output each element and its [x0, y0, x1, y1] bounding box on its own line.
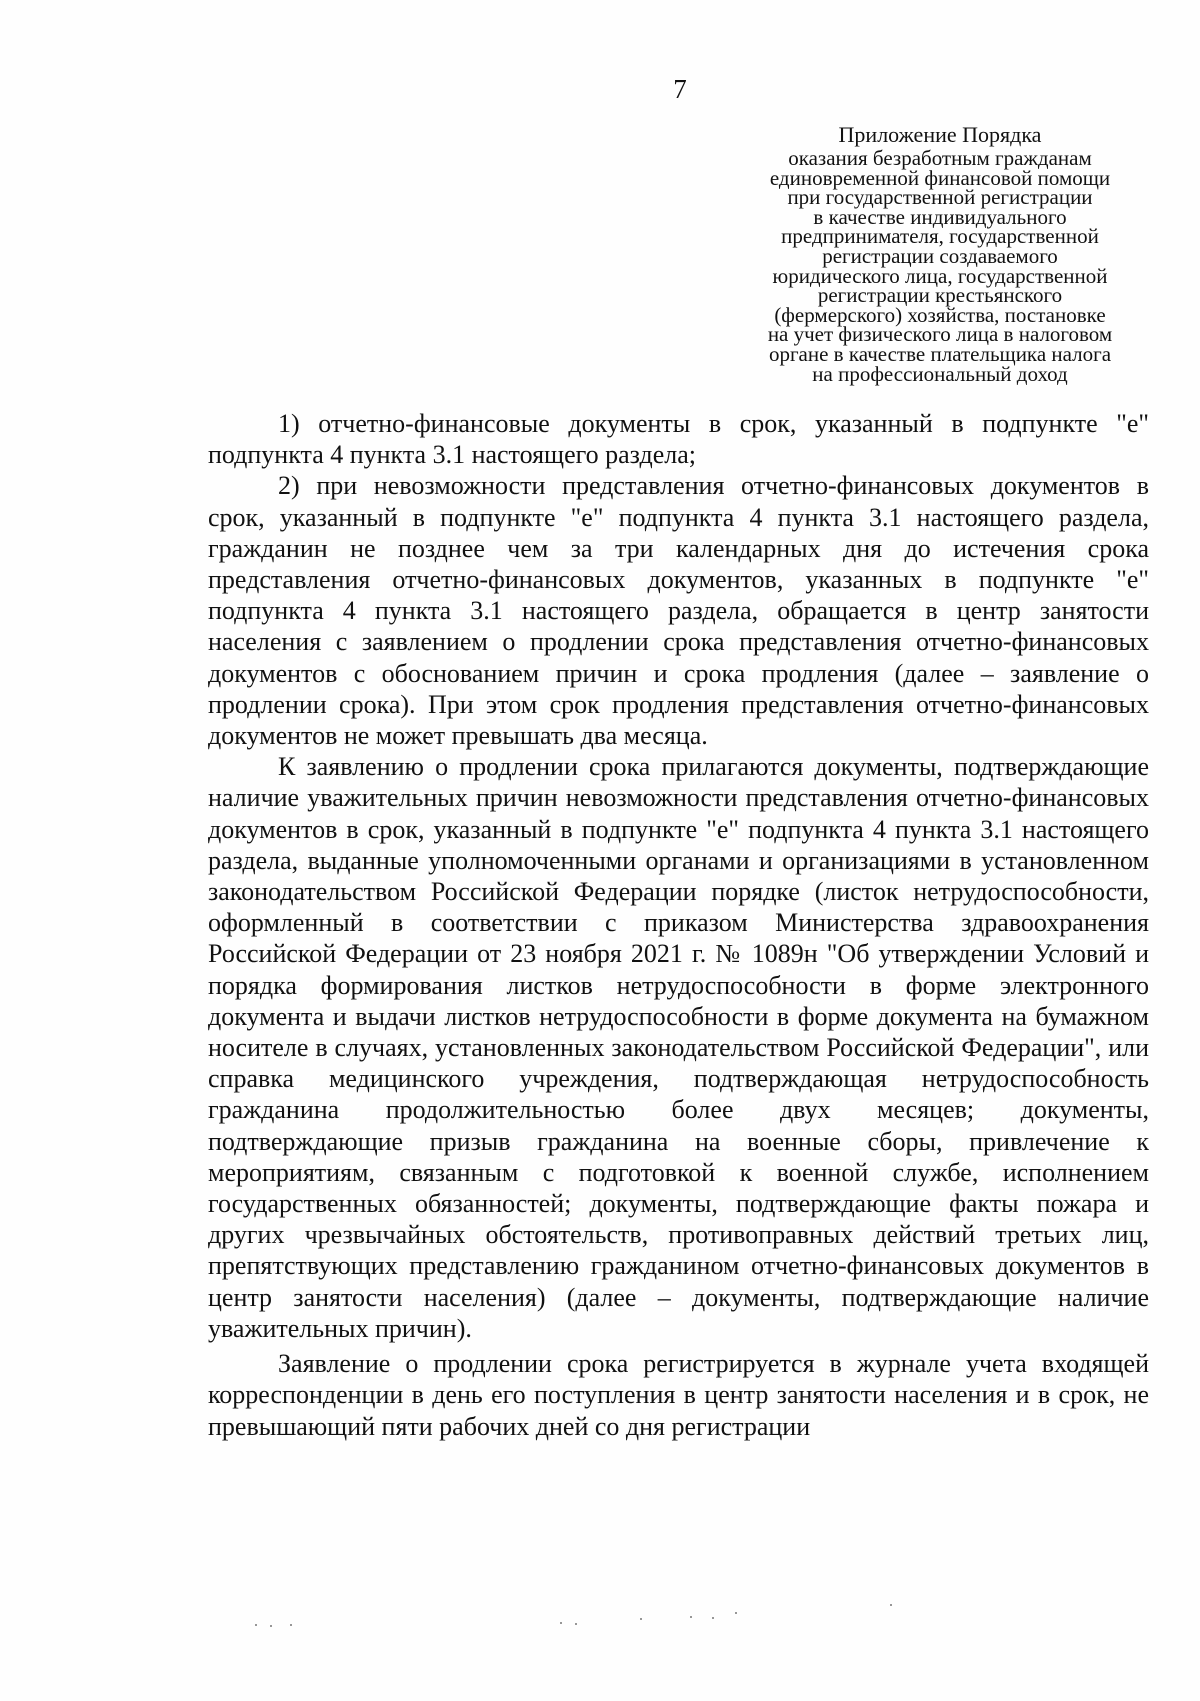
body-text — [208, 408, 1149, 1442]
appendix-line: предпринимателя, государственной — [781, 224, 1099, 249]
appendix-line: единовременной финансовой помощи — [769, 165, 1111, 190]
appendix-line: оказания безработным гражданам — [788, 146, 1092, 170]
appendix-line: регистрации крестьянского — [817, 283, 1063, 308]
appendix-line: регистрации создаваемого — [822, 243, 1058, 268]
page-number: 7 — [673, 74, 687, 104]
appendix-line: при государственной регистрации — [787, 185, 1093, 210]
appendix-line: органе в качестве плательщика налога — [768, 341, 1112, 366]
appendix-header — [740, 122, 1140, 384]
paragraph-item-1: 1) отчетно-финансовые документы в срок, указанный в подпункте "е" подпункта 4 пункта 3.1 настоящего раздела; — [208, 409, 1149, 470]
appendix-line: на учет физического лица в налоговом — [767, 322, 1113, 347]
paragraph-item-2: 2) при невозможности представления отчетно-финансовых документов в срок, указанный в подпункте "е" подпункта 4 пункта 3.1 настоящего раздела, гражданин не позднее чем за три календарных дня до истечения срока представления отчетно-финансовых документов, указанных в подпункте "е" подпункта 4 пункта 3.1 настоящего раздела, обращается в центр занятости населения с заявлением о продлении срока представления отчетно-финансовых документов с обоснованием причин и срока продления (далее – заявление о продлении срока). При этом срок продления представления отчетно-финансовых документов не может превышать два месяца. — [208, 471, 1149, 751]
appendix-line: юридического лица, государственной — [772, 263, 1108, 288]
appendix-line: на профессиональный доход — [812, 361, 1068, 386]
appendix-line: (фермерского) хозяйства, постановке — [774, 302, 1106, 327]
paragraph-registration: Заявление о продлении срока регистрируется в журнале учета входящей корреспонденции в день его поступления в центр занятости населения и в срок, не превышающий пяти рабочих дней со дня регистрации — [208, 1349, 1149, 1441]
appendix-title: Приложение Порядка — [838, 122, 1042, 147]
scan-noise — [0, 1610, 1200, 1640]
appendix-line: в качестве индивидуального — [813, 204, 1067, 229]
paragraph-supporting-documents: К заявлению о продлении срока прилагаются документы, подтверждающие наличие уважительных причин невозможности представления отчетно-финансовых документов в срок, указанный в подпункте "е" подпункта 4 пункта 3.1 настоящего раздела, выданные уполномоченными органами и организациями в установленном законодательством Российской Федерации порядке (листок нетрудоспособности, оформленный в соответствии с приказом Министерства здравоохранения Российской Федерации от 23 ноября 2021 г. № 1089н "Об утверждении Условий и порядка формирования листков нетрудоспособности в форме электронного документа и выдачи листков нетрудоспособности в форме документа на бумажном носителе в случаях, установленных законодательством Российской Федерации", или справка медицинского учреждения, подтверждающая нетрудоспособность гражданина продолжительностью более двух месяцев; документы, подтверждающие призыв гражданина на военные сборы, привлечение к мероприятиям, связанным с подготовкой к военной службе, исполнением государственных обязанностей; документы, подтверждающие факты пожара и других чрезвычайных обстоятельств, противоправных действий третьих лиц, препятствующих представлению гражданином отчетно-финансовых документов в центр занятости населения) (далее – документы, подтверждающие наличие уважительных причин). — [208, 752, 1149, 1343]
